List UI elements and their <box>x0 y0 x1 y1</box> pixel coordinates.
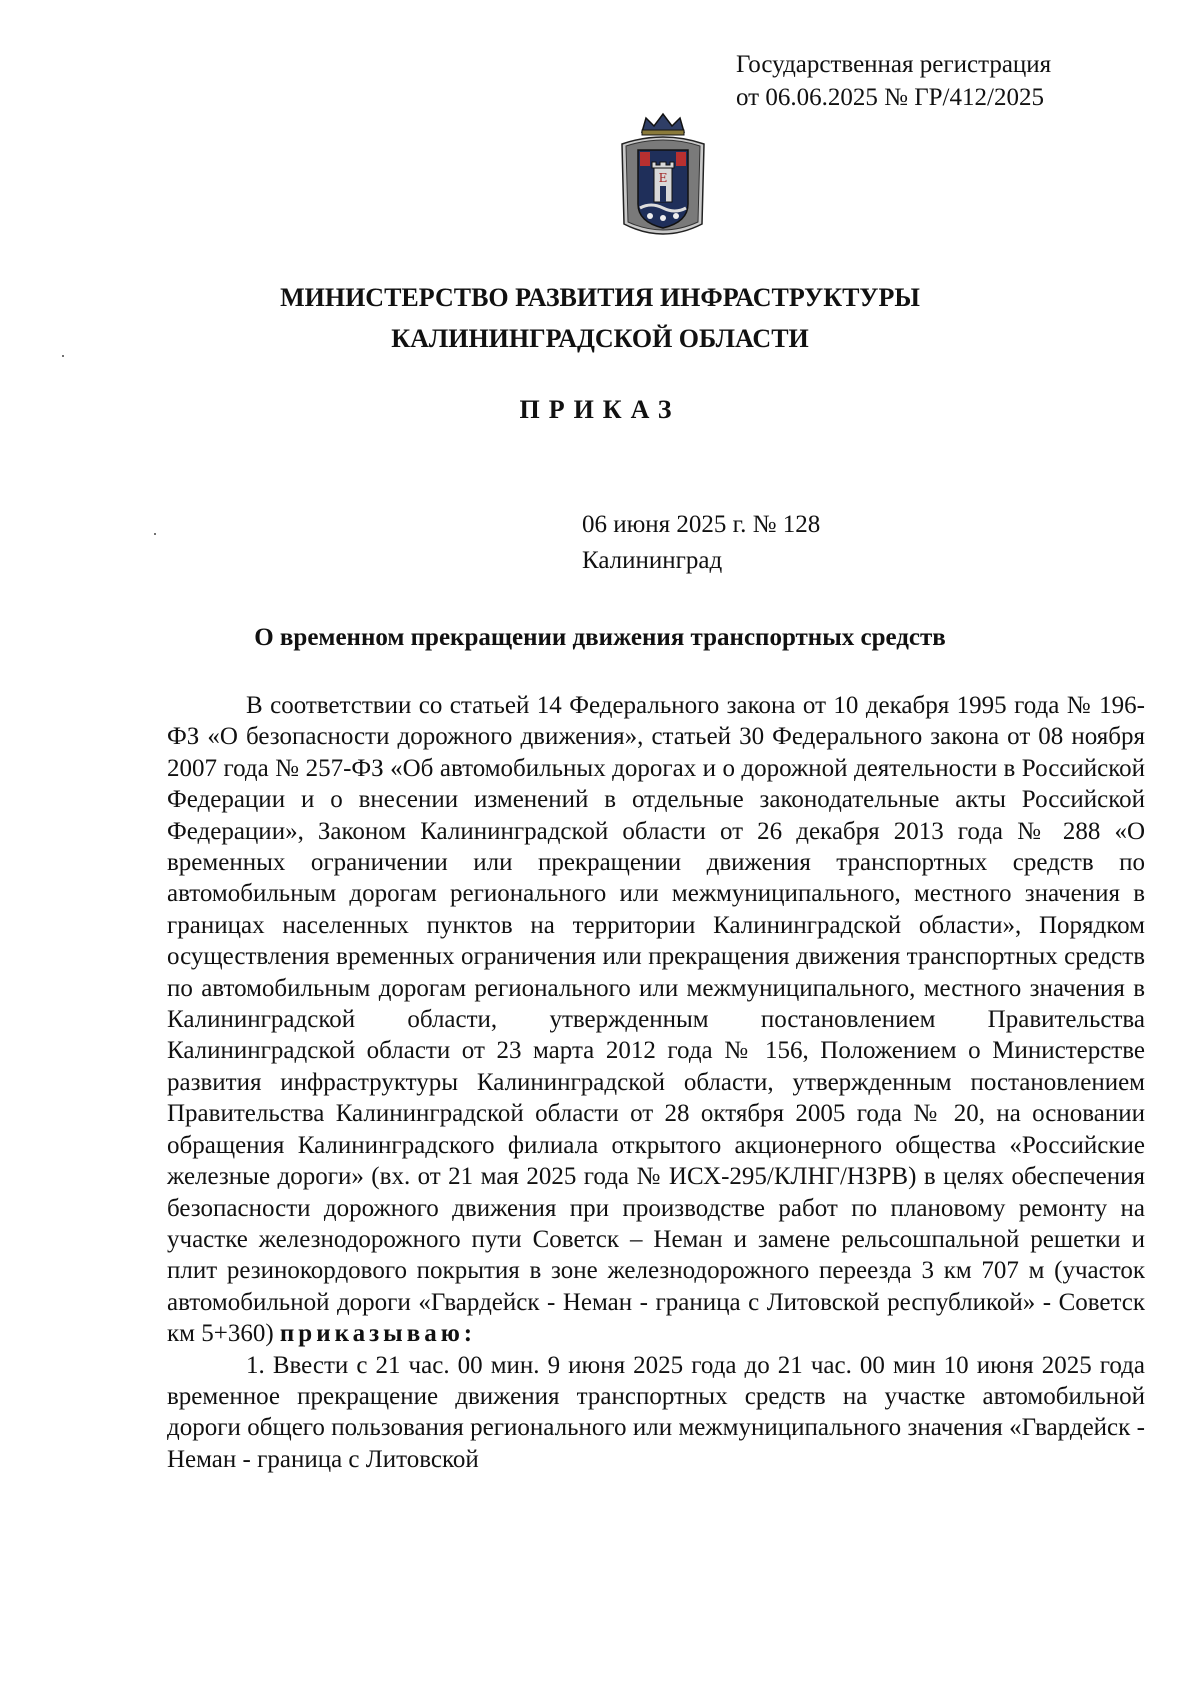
registration-stamp <box>736 48 1051 114</box>
ministry-heading <box>0 277 1200 359</box>
registration-line-2: от 06.06.2025 № ГР/412/2025 <box>736 84 1044 111</box>
document-type-heading: ПРИКАЗ <box>519 395 681 424</box>
scan-speck <box>154 533 156 535</box>
paragraph-preamble <box>167 690 1145 1350</box>
ministry-line-1: МИНИСТЕРСТВО РАЗВИТИЯ ИНФРАСТРУКТУРЫ <box>280 283 920 312</box>
paragraph-item-1: 1. Ввести с 21 час. 00 мин. 9 июня 2025 года до 21 час. 00 мин 10 июня 2025 года временное прекращение движения транспортных средств на участке автомобильной дороги общего пользования регионального или межмуниципального значения «Гвардейск - Неман - граница с Литовской <box>167 1351 1145 1473</box>
city-line: Калининград <box>582 547 723 574</box>
date-block <box>582 507 820 579</box>
svg-text:Е: Е <box>658 171 668 185</box>
registration-line-1: Государственная регистрация <box>736 51 1052 78</box>
document-body <box>167 690 1145 1475</box>
date-number-line: 06 июня 2025 г. № 128 <box>582 511 821 538</box>
coat-of-arms-icon <box>616 112 710 240</box>
preamble-text: В соответствии со статьей 14 Федерального закона от 10 декабря 1995 года № 196-ФЗ «О безопасности дорожного движения», статьей 30 Федерального закона от 08 ноября 2007 года № 257-ФЗ «Об автомобильных дорогах и о дорожной деятельности в Российской Федерации и о внесении изменений в отдельные законодательные акты Российской Федерации», Законом Калининградской области от 26 декабря 2013 года № 288 «О временных ограничении или прекращении движения транспортных средств по автомобильным дорогам регионального или межмуниципального, местного значения в границах населенных пунктов на территории Калининградской области», Порядком осуществления временных ограничения или прекращения движения транспортных средств по автомобильным дорогам регионального или межмуниципального, местного значения в Калининградской области, утвержденным постановлением Правительства Калининградской области от 23 марта 2012 года № 156, Положением о Министерстве развития инфраструктуры Калининградской области, утвержденным постановлением Правительства Калининградской области от 28 октября 2005 года № 20, на основании обращения Калининградского филиала открытого акционерного общества «Российские железные дороги» (вх. от 21 мая 2025 года № ИСХ-295/КЛНГ/НЗРВ) в целях обеспечения безопасности дорожного движения при производстве работ по плановому ремонту на участке железнодорожного пути Советск – Неман и замене рельсошпальной решетки и плит резинокордового покрытия в зоне железнодорожного переезда 3 км 707 м (участок автомобильной дороги «Гвардейск - Неман - граница с Литовской республикой» - Советск км 5+360) <box>167 692 1145 1348</box>
scan-speck <box>62 355 64 357</box>
subject-heading: О временном прекращении движения транспортных средств <box>254 624 946 651</box>
ministry-line-2: КАЛИНИНГРАДСКОЙ ОБЛАСТИ <box>391 324 809 353</box>
decree-word: приказываю: <box>279 1320 477 1348</box>
